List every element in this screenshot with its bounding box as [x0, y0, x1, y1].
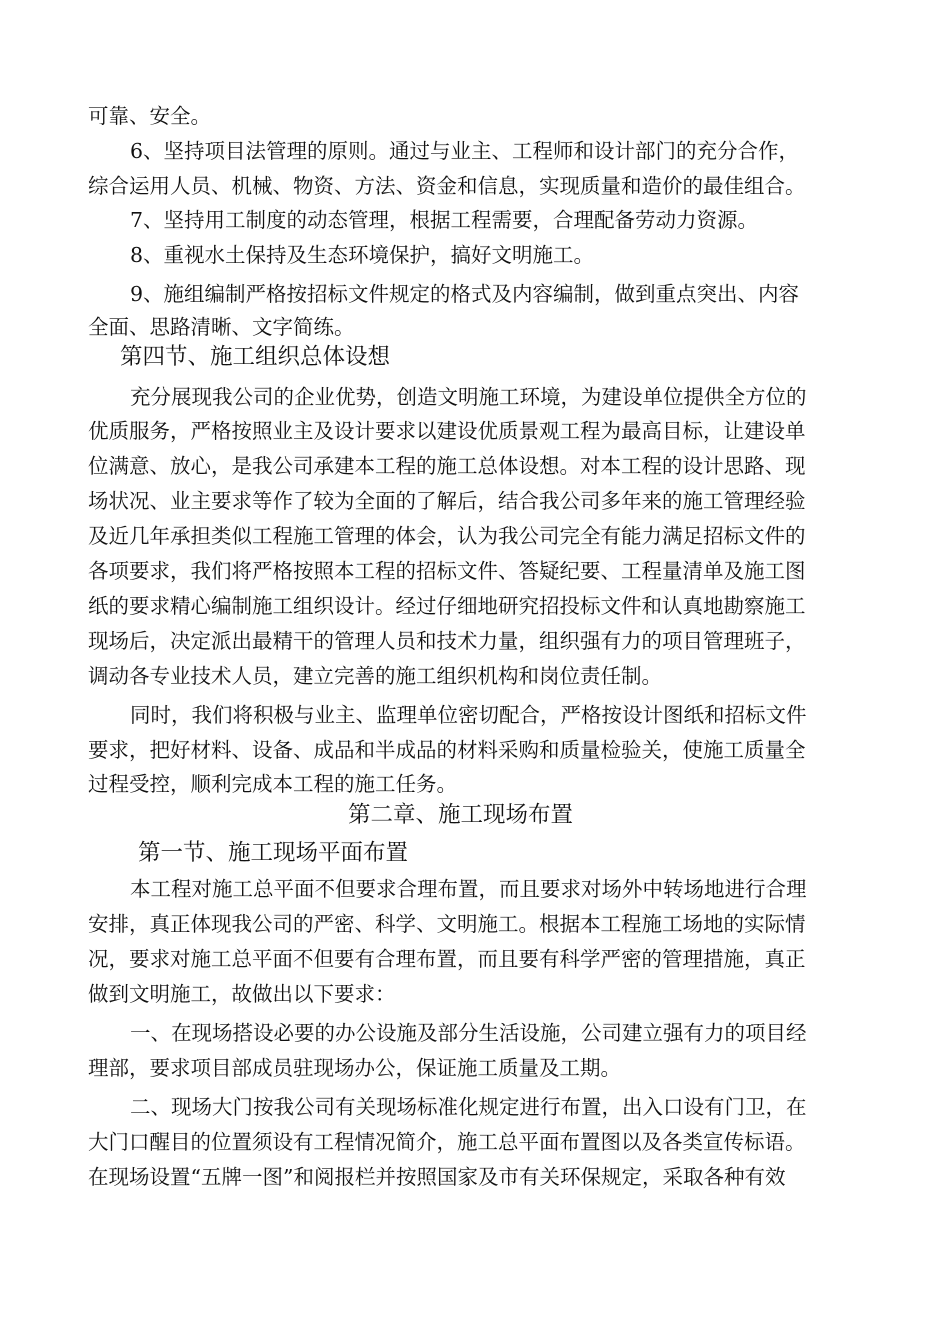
- list-item-8: 8、重视水土保持及生态环境保护，搞好文明施工。: [130, 243, 595, 267]
- paragraph-line: 及近几年承担类似工程施工管理的体会，认为我公司完全有能力满足招标文件的: [88, 524, 806, 548]
- section-heading: 第四节、施工组织总体设想: [120, 344, 391, 370]
- paragraph-line: 全面、思路清晰、文字简练。: [88, 315, 355, 339]
- paragraph-line: 要求，把好材料、设备、成品和半成品的材料采购和质量检验关，使施工质量全: [88, 738, 806, 762]
- paragraph-line: 在现场设置“五牌一图”和阅报栏并按照国家及市有关环保规定，采取各种有效: [88, 1165, 786, 1189]
- paragraph-line: 优质服务，严格按照业主及设计要求以建设优质景观工程为最高目标，让建设单: [88, 419, 806, 443]
- paragraph-line: 理部，要求项目部成员驻现场办公，保证施工质量及工期。: [88, 1056, 621, 1080]
- paragraph-line: 二、现场大门按我公司有关现场标准化规定进行布置，出入口设有门卫，在: [130, 1095, 807, 1119]
- paragraph-line: 过程受控，顺利完成本工程的施工任务。: [88, 772, 457, 796]
- paragraph-line: 综合运用人员、机械、物资、方法、资金和信息，实现质量和造价的最佳组合。: [88, 174, 806, 198]
- paragraph-line: 充分展现我公司的企业优势，创造文明施工环境，为建设单位提供全方位的: [130, 385, 807, 409]
- paragraph-line: 现场后，决定派出最精干的管理人员和技术力量，组织强有力的项目管理班子，: [88, 629, 806, 653]
- section-heading: 第一节、施工现场平面布置: [138, 840, 409, 866]
- paragraph-line: 做到文明施工，故做出以下要求：: [88, 982, 396, 1006]
- list-item-7: 7、坚持用工制度的动态管理，根据工程需要，合理配备劳动力资源。: [130, 208, 759, 232]
- paragraph-line: 纸的要求精心编制施工组织设计。经过仔细地研究招投标文件和认真地勘察施工: [88, 594, 806, 618]
- list-item-9: 9、施组编制严格按招标文件规定的格式及内容编制，做到重点突出、内容: [130, 282, 800, 306]
- chapter-heading: 第二章、施工现场布置: [348, 802, 574, 828]
- paragraph-line: 安排，真正体现我公司的严密、科学、文明施工。根据本工程施工场地的实际情: [88, 912, 806, 936]
- paragraph-line: 位满意、放心，是我公司承建本工程的施工总体设想。对本工程的设计思路、现: [88, 454, 806, 478]
- paragraph-line: 大门口醒目的位置须设有工程情况简介，施工总平面布置图以及各类宣传标语。: [88, 1130, 806, 1154]
- paragraph-line: 场状况、业主要求等作了较为全面的了解后，结合我公司多年来的施工管理经验: [88, 489, 806, 513]
- paragraph-line: 本工程对施工总平面不但要求合理布置，而且要求对场外中转场地进行合理: [130, 877, 807, 901]
- paragraph-line: 一、在现场搭设必要的办公设施及部分生活设施，公司建立强有力的项目经: [130, 1021, 807, 1045]
- paragraph-line: 同时，我们将积极与业主、监理单位密切配合，严格按设计图纸和招标文件: [130, 703, 807, 727]
- list-item-6: 6、坚持项目法管理的原则。通过与业主、工程师和设计部门的充分合作，: [130, 139, 800, 163]
- paragraph-line: 调动各专业技术人员，建立完善的施工组织机构和岗位责任制。: [88, 664, 662, 688]
- paragraph-line: 可靠、安全。: [88, 104, 211, 128]
- paragraph-line: 况，要求对施工总平面不但要有合理布置，而且要有科学严密的管理措施，真正: [88, 947, 806, 971]
- paragraph-line: 各项要求，我们将严格按照本工程的招标文件、答疑纪要、工程量清单及施工图: [88, 559, 806, 583]
